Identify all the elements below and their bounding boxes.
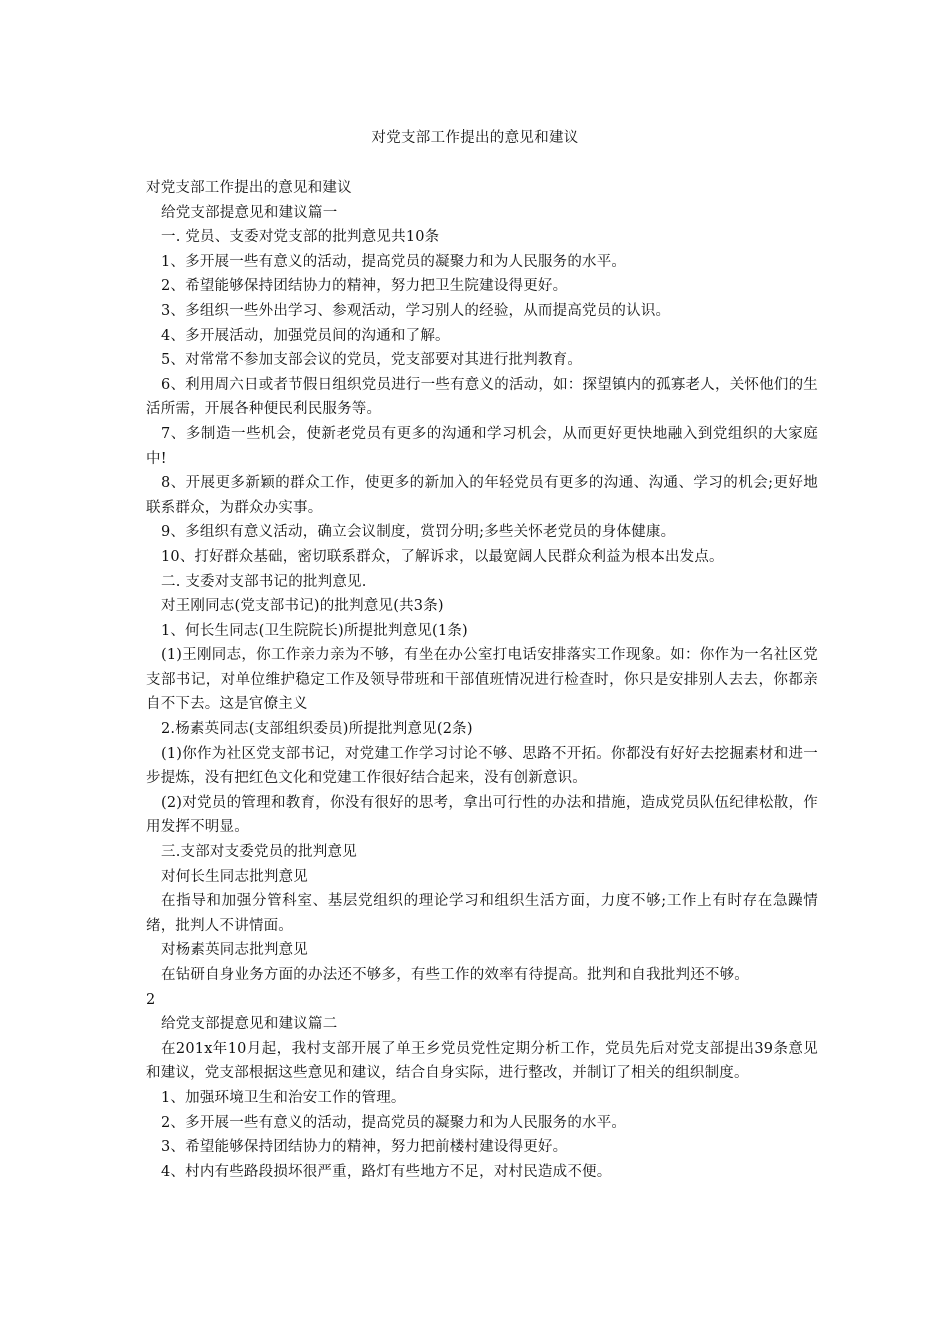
page-number: 2 <box>146 991 156 1008</box>
paragraph: 对党支部工作提出的意见和建议 <box>146 180 352 196</box>
paragraph: 3、希望能够保持团结协力的精神，努力把前楼村建设得更好。 <box>161 1139 568 1156</box>
paragraph: 三.支部对支委党员的批判意见 <box>161 844 357 861</box>
paragraph: (1)王刚同志，你工作亲力亲为不够，有坐在办公室打电话安排落实工作现象。如：你作为一名社区党支部书记，对单位维护稳定工作及领导带班和干部值班情况进行检查时，你只是安排别人去去，你都亲自不下去。这是官僚主义 <box>146 647 818 713</box>
document-title: 对党支部工作提出的意见和建议 <box>371 130 579 146</box>
paragraph: (2)对党员的管理和教育，你没有很好的思考，拿出可行性的办法和措施，造成党员队伍纪律松散，作用发挥不明显。 <box>146 794 818 836</box>
paragraph: 7、多制造一些机会，使新老党员有更多的沟通和学习机会，从而更好更快地融入到党组织的大家庭中! <box>146 425 818 467</box>
paragraph: 2、多开展一些有意义的活动，提高党员的凝聚力和为人民服务的水平。 <box>161 1114 627 1131</box>
paragraph: 1、何长生同志(卫生院院长)所提批判意见(1条) <box>161 622 468 639</box>
paragraph: 4、村内有些路段损坏很严重，路灯有些地方不足，对村民造成不便。 <box>161 1163 612 1180</box>
paragraph: 在指导和加强分管科室、基层党组织的理论学习和组织生活方面，力度不够;工作上有时存在急躁情绪，批判人不讲情面。 <box>146 893 818 934</box>
paragraph: 给党支部提意见和建议篇二 <box>161 1016 338 1033</box>
paragraph: 2、希望能够保持团结协力的精神，努力把卫生院建设得更好。 <box>161 278 568 295</box>
paragraph: 对何长生同志批判意见 <box>161 868 308 885</box>
paragraph: 6、利用周六日或者节假日组织党员进行一些有意义的活动，如：探望镇内的孤寡老人，关怀他们的生活所需，开展各种便民利民服务等。 <box>146 376 818 418</box>
paragraph: 10、打好群众基础，密切联系群众，了解诉求，以最宽阔人民群众利益为根本出发点。 <box>161 548 724 565</box>
paragraph: 5、对常常不参加支部会议的党员，党支部要对其进行批判教育。 <box>161 352 583 369</box>
paragraph: 给党支部提意见和建议篇一 <box>161 204 338 221</box>
paragraph: 3、多组织一些外出学习、参观活动，学习别人的经验，从而提高党员的认识。 <box>161 302 671 319</box>
paragraph: 一. 党员、支委对党支部的批判意见共10条 <box>161 229 440 246</box>
paragraph: 在201x年10月起，我村支部开展了单王乡党员党性定期分析工作，党员先后对党支部提出39条意见和建议，党支部根据这些意见和建议，结合自身实际，进行整改，并制订了相关的组织制度。 <box>146 1040 818 1082</box>
paragraph: 二. 支委对支部书记的批判意见. <box>161 573 367 590</box>
paragraph: 对杨素英同志批判意见 <box>161 942 308 959</box>
paragraph: (1)你作为社区党支部书记，对党建工作学习讨论不够、思路不开拓。你都没有好好去挖掘素材和进一步提炼，没有把红色文化和党建工作很好结合起来，没有创新意识。 <box>146 745 818 787</box>
paragraph: 对王刚同志(党支部书记)的批判意见(共3条) <box>161 598 444 615</box>
paragraph: 4、多开展活动，加强党员间的沟通和了解。 <box>161 327 450 344</box>
paragraph: 9、多组织有意义活动，确立会议制度，赏罚分明;多些关怀老党员的身体健康。 <box>161 524 676 541</box>
document-body <box>146 176 818 1184</box>
paragraph: 在钻研自身业务方面的办法还不够多，有些工作的效率有待提高。批判和自我批判还不够。 <box>161 967 749 983</box>
paragraph: 8、开展更多新颖的群众工作，使更多的新加入的年轻党员有更多的沟通、沟通、学习的机会;更好地联系群众，为群众办实事。 <box>146 475 818 516</box>
paragraph: 1、加强环境卫生和治安工作的管理。 <box>161 1089 406 1106</box>
paragraph: 2.杨素英同志(支部组织委员)所提批判意见(2条) <box>161 721 473 738</box>
paragraph: 1、多开展一些有意义的活动，提高党员的凝聚力和为人民服务的水平。 <box>161 253 627 270</box>
